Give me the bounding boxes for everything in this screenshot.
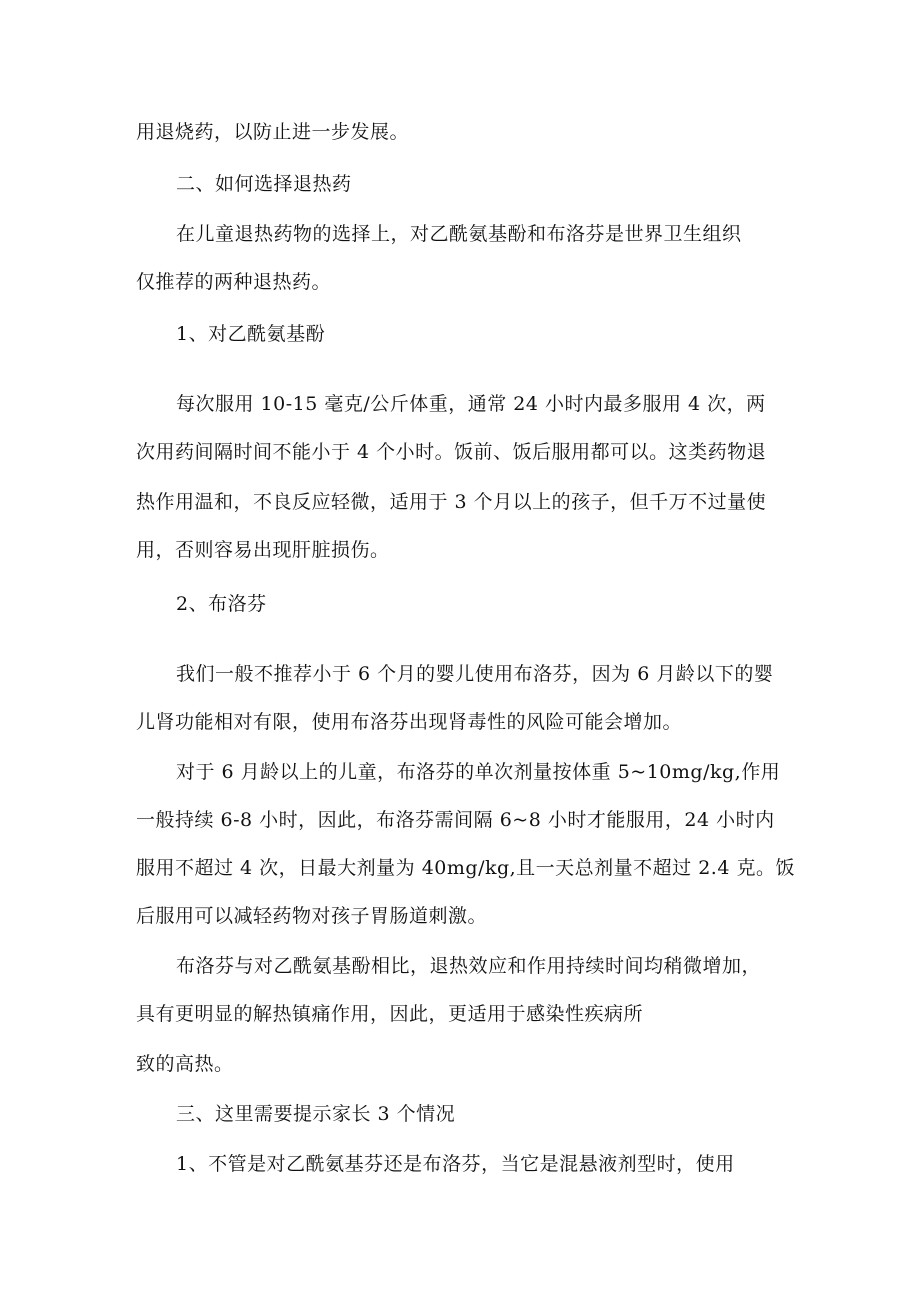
text-line: 仅推荐的两种退热药。	[136, 271, 332, 293]
text-line: 对于 6 月龄以上的儿童，布洛芬的单次剂量按体重 5~10mg/kg,作用	[176, 761, 781, 783]
subsection-heading: 1、对乙酰氨基酚	[176, 323, 326, 345]
text-line: 布洛芬与对乙酰氨基酚相比，退热效应和作用持续时间均稍微增加，	[176, 955, 762, 977]
text-line: 在儿童退热药物的选择上，对乙酰氨基酚和布洛芬是世界卫生组织	[176, 223, 742, 245]
text-line: 热作用温和，不良反应轻微，适用于 3 个月以上的孩子，但千万不过量使	[136, 491, 767, 513]
text-line: 致的高热。	[136, 1053, 234, 1075]
text-line: 一般持续 6-8 小时，因此，布洛芬需间隔 6~8 小时才能服用，24 小时内	[136, 809, 775, 831]
section-heading: 三、这里需要提示家长 3 个情况	[176, 1103, 456, 1125]
text-line: 具有更明显的解热镇痛作用，因此，更适用于感染性疾病所	[136, 1003, 644, 1025]
subsection-heading: 2、布洛芬	[176, 593, 267, 615]
text-line: 服用不超过 4 次，日最大剂量为 40mg/kg,且一天总剂量不超过 2.4 克。饭	[136, 857, 795, 879]
text-line: 我们一般不推荐小于 6 个月的婴儿使用布洛芬，因为 6 月龄以下的婴	[176, 663, 774, 685]
text-line: 次用药间隔时间不能小于 4 个小时。饭前、饭后服用都可以。这类药物退	[136, 441, 767, 463]
text-line: 1、不管是对乙酰氨基芬还是布洛芬，当它是混悬液剂型时，使用	[176, 1153, 735, 1175]
text-line: 用退烧药，以防止进一步发展。	[136, 121, 410, 143]
section-heading: 二、如何选择退热药	[176, 173, 352, 195]
text-line: 用，否则容易出现肝脏损伤。	[136, 539, 390, 561]
text-line: 每次服用 10-15 毫克/公斤体重，通常 24 小时内最多服用 4 次，两	[176, 393, 766, 415]
text-line: 后服用可以减轻药物对孩子胃肠道刺激。	[136, 905, 488, 927]
text-line: 儿肾功能相对有限，使用布洛芬出现肾毒性的风险可能会增加。	[136, 711, 683, 733]
